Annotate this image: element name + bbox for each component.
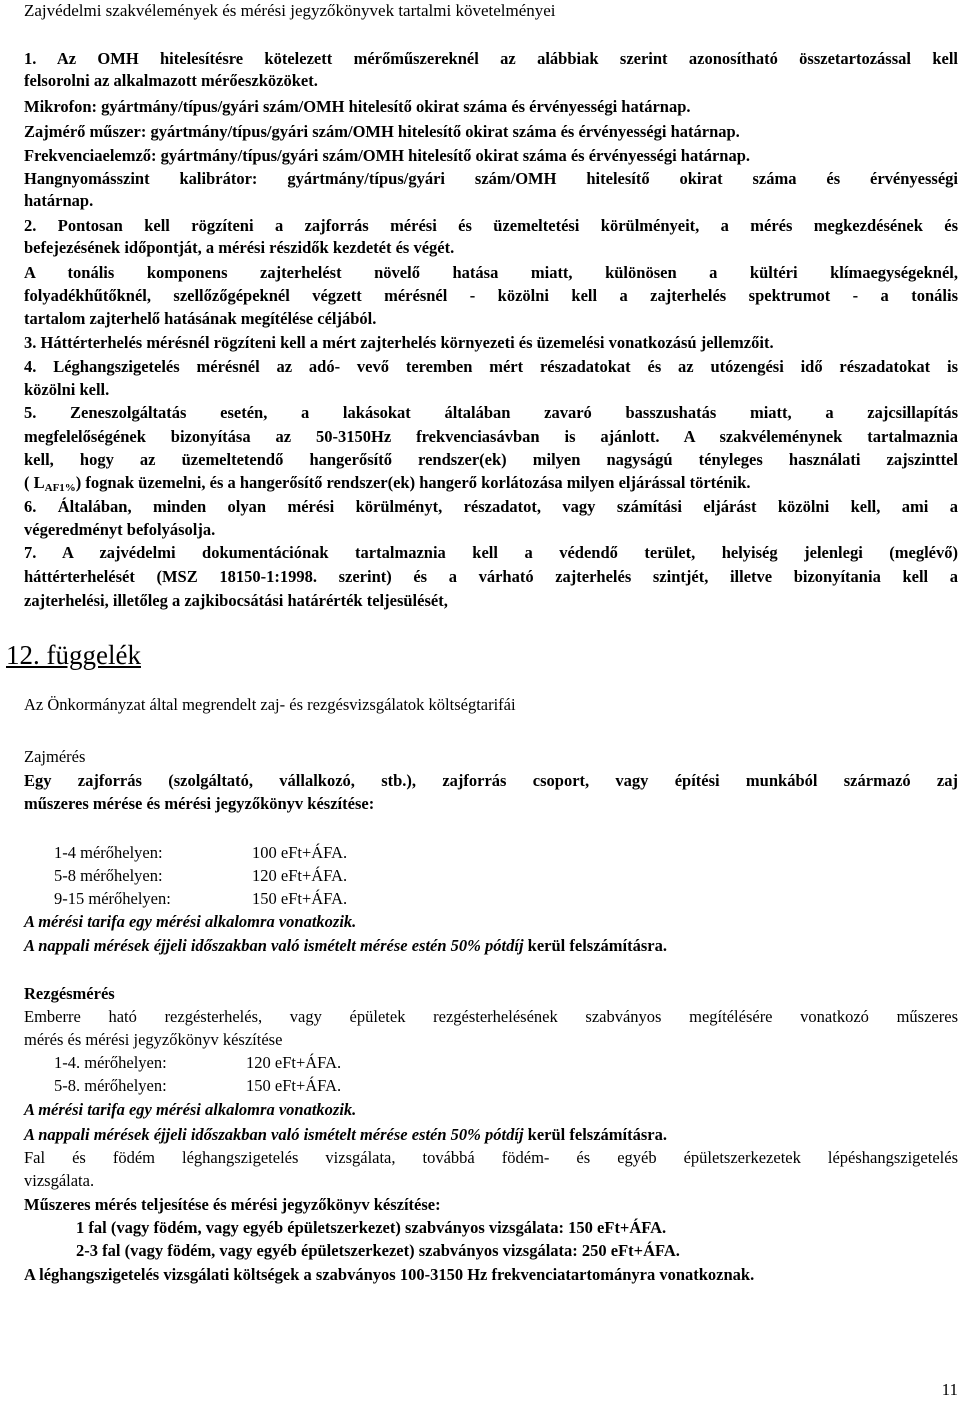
vibration-price-row — [54, 1052, 960, 1074]
tariff-note: A mérési tarifa egy mérési alkalomra vonatkozik. — [24, 912, 357, 931]
appendix-title: 12. függelék — [6, 640, 141, 670]
noise-price-row — [54, 865, 960, 887]
wall-insulation-line-2: vizsgálata. — [24, 1171, 95, 1190]
night-surcharge-italic: A nappali mérések éjjeli időszakban való ismételt mérése estén 50% pótdíj — [24, 1125, 524, 1144]
instrument-measurement-line: Műszeres mérés teljesítése és mérési jegyzőkönyv készítése: — [24, 1195, 441, 1214]
page-number: 11 — [941, 1380, 958, 1399]
appendix-subtitle: Az Önkormányzat által megrendelt zaj- és rezgésvizsgálatok költségtarifái — [24, 695, 516, 714]
price-value: 100 eFt+ÁFA. — [252, 843, 348, 862]
tariff-note-2: A mérési tarifa egy mérési alkalomra vonatkozik. — [24, 1100, 357, 1119]
one-wall-price: 1 fal (vagy födém, vagy egyéb épületszerkezet) szabványos vizsgálata: 150 eFt+ÁFA. — [76, 1218, 667, 1237]
night-surcharge-note — [24, 935, 958, 957]
airborne-insulation-note: A léghangszigetelés vizsgálati költségek a szabványos 100-3150 Hz frekvenciatartományra vonatkoznak. — [24, 1265, 755, 1284]
vibration-desc-line-2: mérés és mérési jegyzőkönyv készítése — [24, 1030, 283, 1049]
tonal-line-2: folyadékhűtőknél, szellőzőgépeknél végzett mérésnél - közölni kell a zajterhelés spektrumot - a tonális — [24, 286, 958, 305]
laf-prefix: ( L — [24, 473, 45, 492]
night-surcharge-bold: kerül felszámításra. — [523, 1125, 667, 1144]
night-surcharge-bold: kerül felszámításra. — [523, 936, 667, 955]
sound-meter-line: Zajmérő műszer: gyártmány/típus/gyári szám/OMH hitelesítő okirat száma és érvényességi határnap. — [24, 122, 740, 141]
night-surcharge-note-2 — [24, 1124, 958, 1146]
noise-desc-line-1: Egy zajforrás (szolgáltató, vállalkozó, stb.), zajforrás csoport, vagy építési munkából származó zaj — [24, 771, 958, 790]
price-label: 1-4 mérőhelyen: — [54, 843, 163, 862]
noise-desc-line-2: műszeres mérése és mérési jegyzőkönyv készítése: — [24, 794, 375, 813]
item-5-line-4 — [24, 472, 958, 499]
price-label: 5-8. mérőhelyen: — [54, 1076, 167, 1095]
wall-insulation-line-1: Fal és födém léghangszigetelés vizsgálata, továbbá födém- és egyéb épületszerkezetek lépéshangszigetelés — [24, 1148, 958, 1167]
item-7-line-2: háttérterhelését (MSZ 18150-1:1998. szerint) és a várható zajterhelés szintjét, illetve bizonyítania kell a — [24, 567, 958, 586]
page-header: Zajvédelmi szakvélemények és mérési jegyzőkönyvek tartalmi követelményei — [24, 1, 556, 20]
noise-price-row — [54, 842, 960, 864]
item-3: 3. Háttérterhelés mérésnél rögzíteni kell a mért zajterhelés környezeti és üzemelési vonatkozású jellemzőit. — [24, 333, 774, 352]
item-5-line-1: 5. Zeneszolgáltatás esetén, a lakásokat általában zavaró basszushatás miatt, a zajcsillapítás — [24, 403, 958, 422]
night-surcharge-italic: A nappali mérések éjjeli időszakban való ismételt mérése estén 50% pótdíj — [24, 936, 524, 955]
item-5-line-3: kell, hogy az üzemeltetendő hangerősítő rendszer(ek) milyen nagyságú tényleges használati zajszinttel — [24, 450, 958, 469]
price-value: 120 eFt+ÁFA. — [246, 1053, 342, 1072]
item-7-line-3: zajterhelési, illetőleg a zajkibocsátási határérték teljesülését, — [24, 591, 448, 610]
microphone-line: Mikrofon: gyártmány/típus/gyári szám/OMH hitelesítő okirat száma és érvényességi határnap. — [24, 97, 691, 116]
calibrator-line-1: Hangnyomásszint kalibrátor: gyártmány/típus/gyári szám/OMH hitelesítő okirat száma és érvényességi — [24, 169, 958, 188]
laf-subscript: AF1% — [44, 482, 76, 494]
frequency-analyzer-line: Frekvenciaelemző: gyártmány/típus/gyári szám/OMH hitelesítő okirat száma és érvényességi határnap. — [24, 146, 751, 165]
item-6-line-1: 6. Általában, minden olyan mérési körülményt, részadatot, vagy számítási eljárást közölni kell, ami a — [24, 497, 958, 516]
noise-measurement-heading: Zajmérés — [24, 747, 86, 766]
vibration-heading: Rezgésmérés — [24, 984, 115, 1003]
item-5-line-2: megfelelőségének bizonyítása az 50-3150Hz frekvenciasávban is ajánlott. A szakvéleménynek tartalmaznia — [24, 427, 958, 446]
tonal-line-1: A tonális komponens zajterhelést növelő hatása miatt, különösen a kültéri klímaegységeknél, — [24, 263, 958, 282]
price-value: 120 eFt+ÁFA. — [252, 866, 348, 885]
price-value: 150 eFt+ÁFA. — [246, 1076, 342, 1095]
price-label: 9-15 mérőhelyen: — [54, 889, 171, 908]
item-6-line-2: végeredményt befolyásolja. — [24, 520, 216, 539]
price-label: 5-8 mérőhelyen: — [54, 866, 163, 885]
item-1-line-1: 1. Az OMH hitelesítésre kötelezett mérőműszereknél az alábbiak szerint azonosítható összetartozással kell — [24, 49, 958, 68]
noise-price-row — [54, 888, 960, 910]
price-value: 150 eFt+ÁFA. — [252, 889, 348, 908]
vibration-desc-line-1: Emberre ható rezgésterhelés, vagy épületek rezgésterhelésének szabványos megítélésére vonatkozó műszeres — [24, 1007, 958, 1026]
item-2-line-2: befejezésének időpontját, a mérési részidők kezdetét és végét. — [24, 238, 455, 257]
tonal-line-3: tartalom zajterhelő hatásának megítélése céljából. — [24, 309, 377, 328]
vibration-price-row — [54, 1075, 960, 1097]
price-label: 1-4. mérőhelyen: — [54, 1053, 167, 1072]
item-1-line-2: felsorolni az alkalmazott mérőeszközöket. — [24, 71, 318, 90]
item-4-line-2: közölni kell. — [24, 380, 110, 399]
two-three-walls-price: 2-3 fal (vagy födém, vagy egyéb épületszerkezet) szabványos vizsgálata: 250 eFt+ÁFA. — [76, 1241, 680, 1260]
laf-suffix: ) fognak üzemelni, és a hangerősítő rendszer(ek) hangerő korlátozása milyen eljárással történik. — [75, 473, 751, 492]
item-7-line-1: 7. A zajvédelmi dokumentációnak tartalmaznia kell a védendő terület, helyiség jelenlegi (meglévő) — [24, 543, 958, 562]
item-4-line-1: 4. Léghangszigetelés mérésnél az adó- vevő teremben mért részadatokat és az utózengési idő részadatokat is — [24, 357, 958, 376]
item-2-line-1: 2. Pontosan kell rögzíteni a zajforrás mérési és üzemeltetési körülményeit, a mérés megkezdésének és — [24, 216, 958, 235]
calibrator-line-2: határnap. — [24, 191, 94, 210]
